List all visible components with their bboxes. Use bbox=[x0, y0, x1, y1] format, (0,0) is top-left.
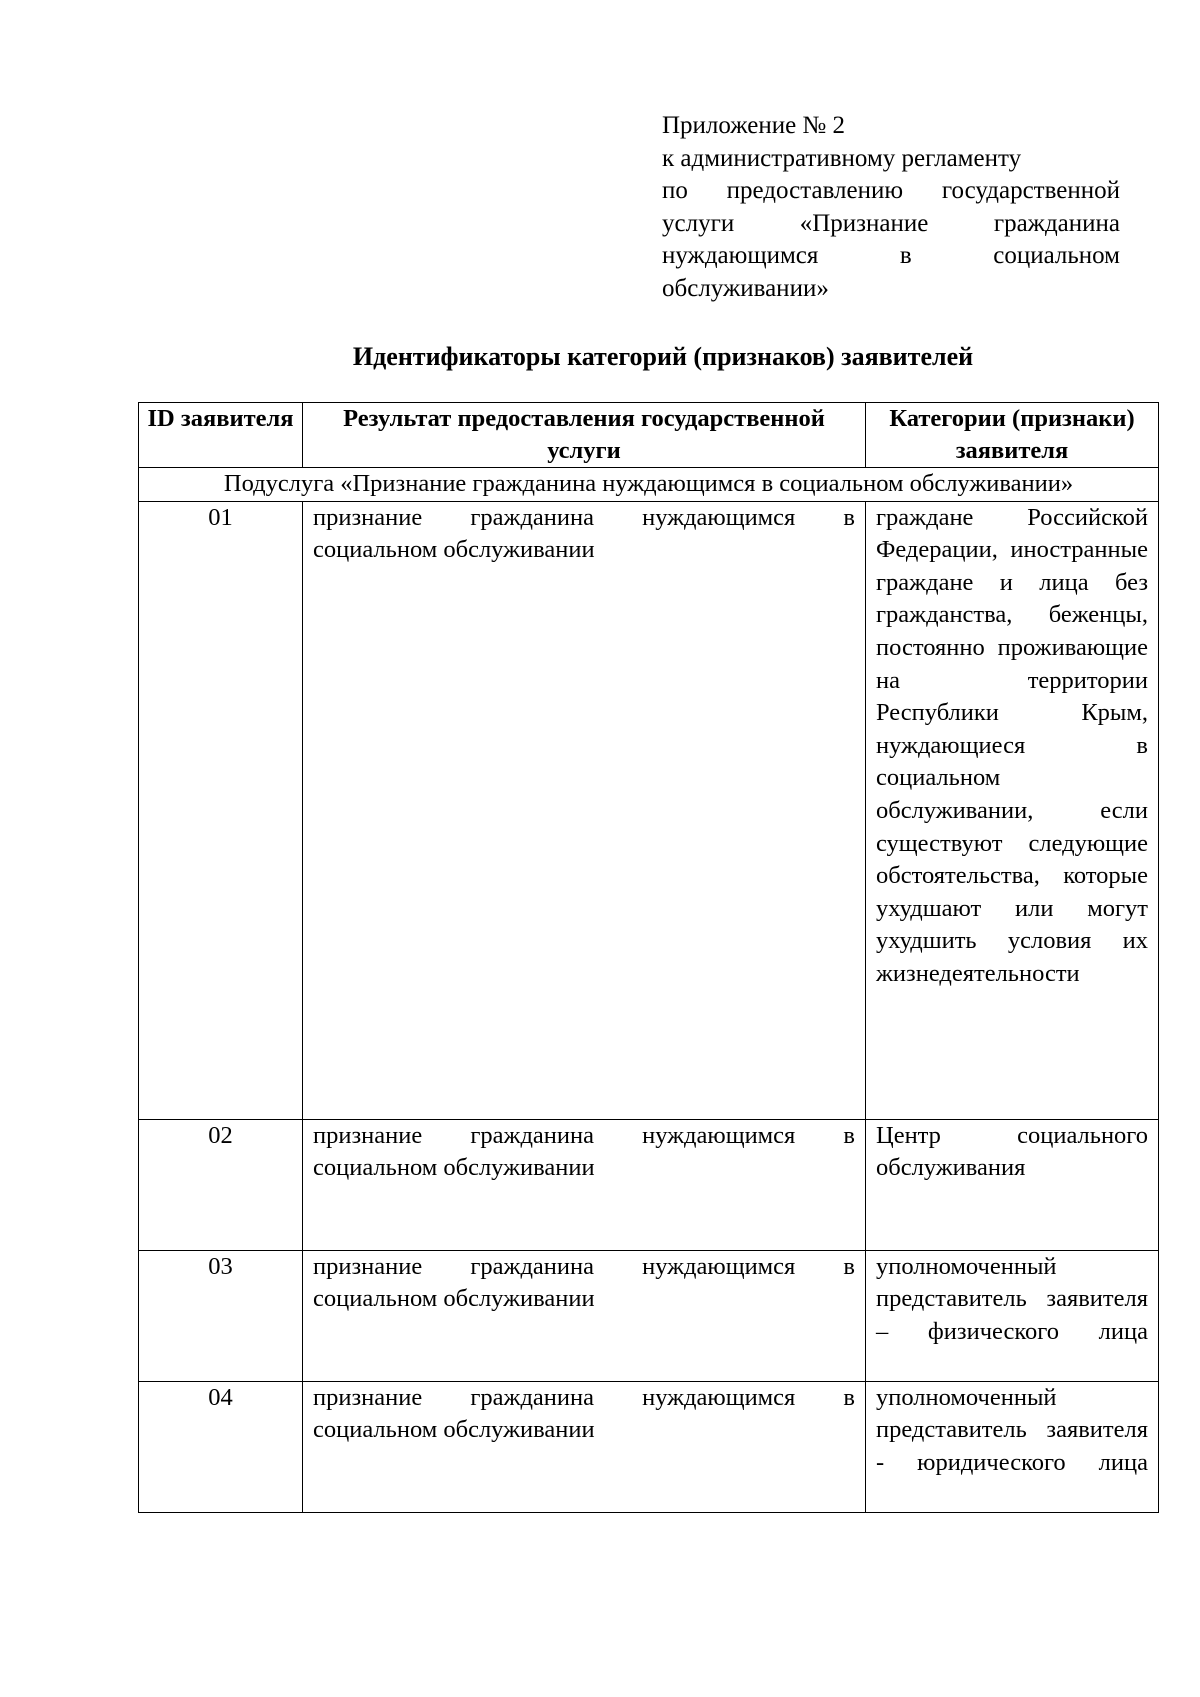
row-result: признание гражданина нуждающимся в социальном обслуживании bbox=[303, 1119, 866, 1250]
row-category: уполномоченный представитель заявителя - юридического лица bbox=[866, 1381, 1159, 1512]
appendix-line-number: Приложение № 2 bbox=[662, 112, 846, 139]
row-id: 02 bbox=[139, 1119, 303, 1250]
header-result: Результат предоставления государственной услуги bbox=[303, 403, 866, 468]
applicant-identifiers-table bbox=[138, 402, 1159, 1513]
subservice-row bbox=[139, 468, 1159, 502]
table-row bbox=[139, 1119, 1159, 1250]
subservice-title: Подуслуга «Признание гражданина нуждающимся в социальном обслуживании» bbox=[139, 468, 1159, 502]
row-id: 01 bbox=[139, 501, 303, 1119]
table-header-row bbox=[139, 403, 1159, 468]
appendix-line-regulation: к административному регламенту bbox=[662, 144, 1022, 172]
document-title: Идентификаторы категорий (признаков) заявителей bbox=[352, 342, 974, 371]
row-category: граждане Российской Федерации, иностранные граждане и лица без гражданства, беженцы, постоянно проживающие на территории Республики Крым, нуждающиеся в социальном обслуживании, если существуют следующие обстоятельства, которые ухудшают или могут ухудшить условия их жизнедеятельности bbox=[866, 501, 1159, 1119]
appendix-line-service: услуги «Признание гражданина bbox=[662, 209, 1120, 237]
row-id: 03 bbox=[139, 1250, 303, 1381]
row-result: признание гражданина нуждающимся в социальном обслуживании bbox=[303, 501, 866, 1119]
header-id: ID заявителя bbox=[139, 403, 303, 468]
row-category: уполномоченный представитель заявителя – физического лица bbox=[866, 1250, 1159, 1381]
table-row bbox=[139, 1250, 1159, 1381]
row-id: 04 bbox=[139, 1381, 303, 1512]
appendix-header bbox=[662, 110, 1120, 305]
table-row bbox=[139, 501, 1159, 1119]
row-result: признание гражданина нуждающимся в социальном обслуживании bbox=[303, 1381, 866, 1512]
header-category: Категории (признаки) заявителя bbox=[866, 403, 1159, 468]
row-category: Центр социального обслуживания bbox=[866, 1119, 1159, 1250]
appendix-line-service-end: обслуживании» bbox=[662, 274, 829, 302]
row-result: признание гражданина нуждающимся в социальном обслуживании bbox=[303, 1250, 866, 1381]
appendix-line-needing: нуждающимся в социальном bbox=[662, 242, 1120, 269]
table-row bbox=[139, 1381, 1159, 1512]
appendix-line-provision: по предоставлению государственной bbox=[662, 177, 1120, 204]
